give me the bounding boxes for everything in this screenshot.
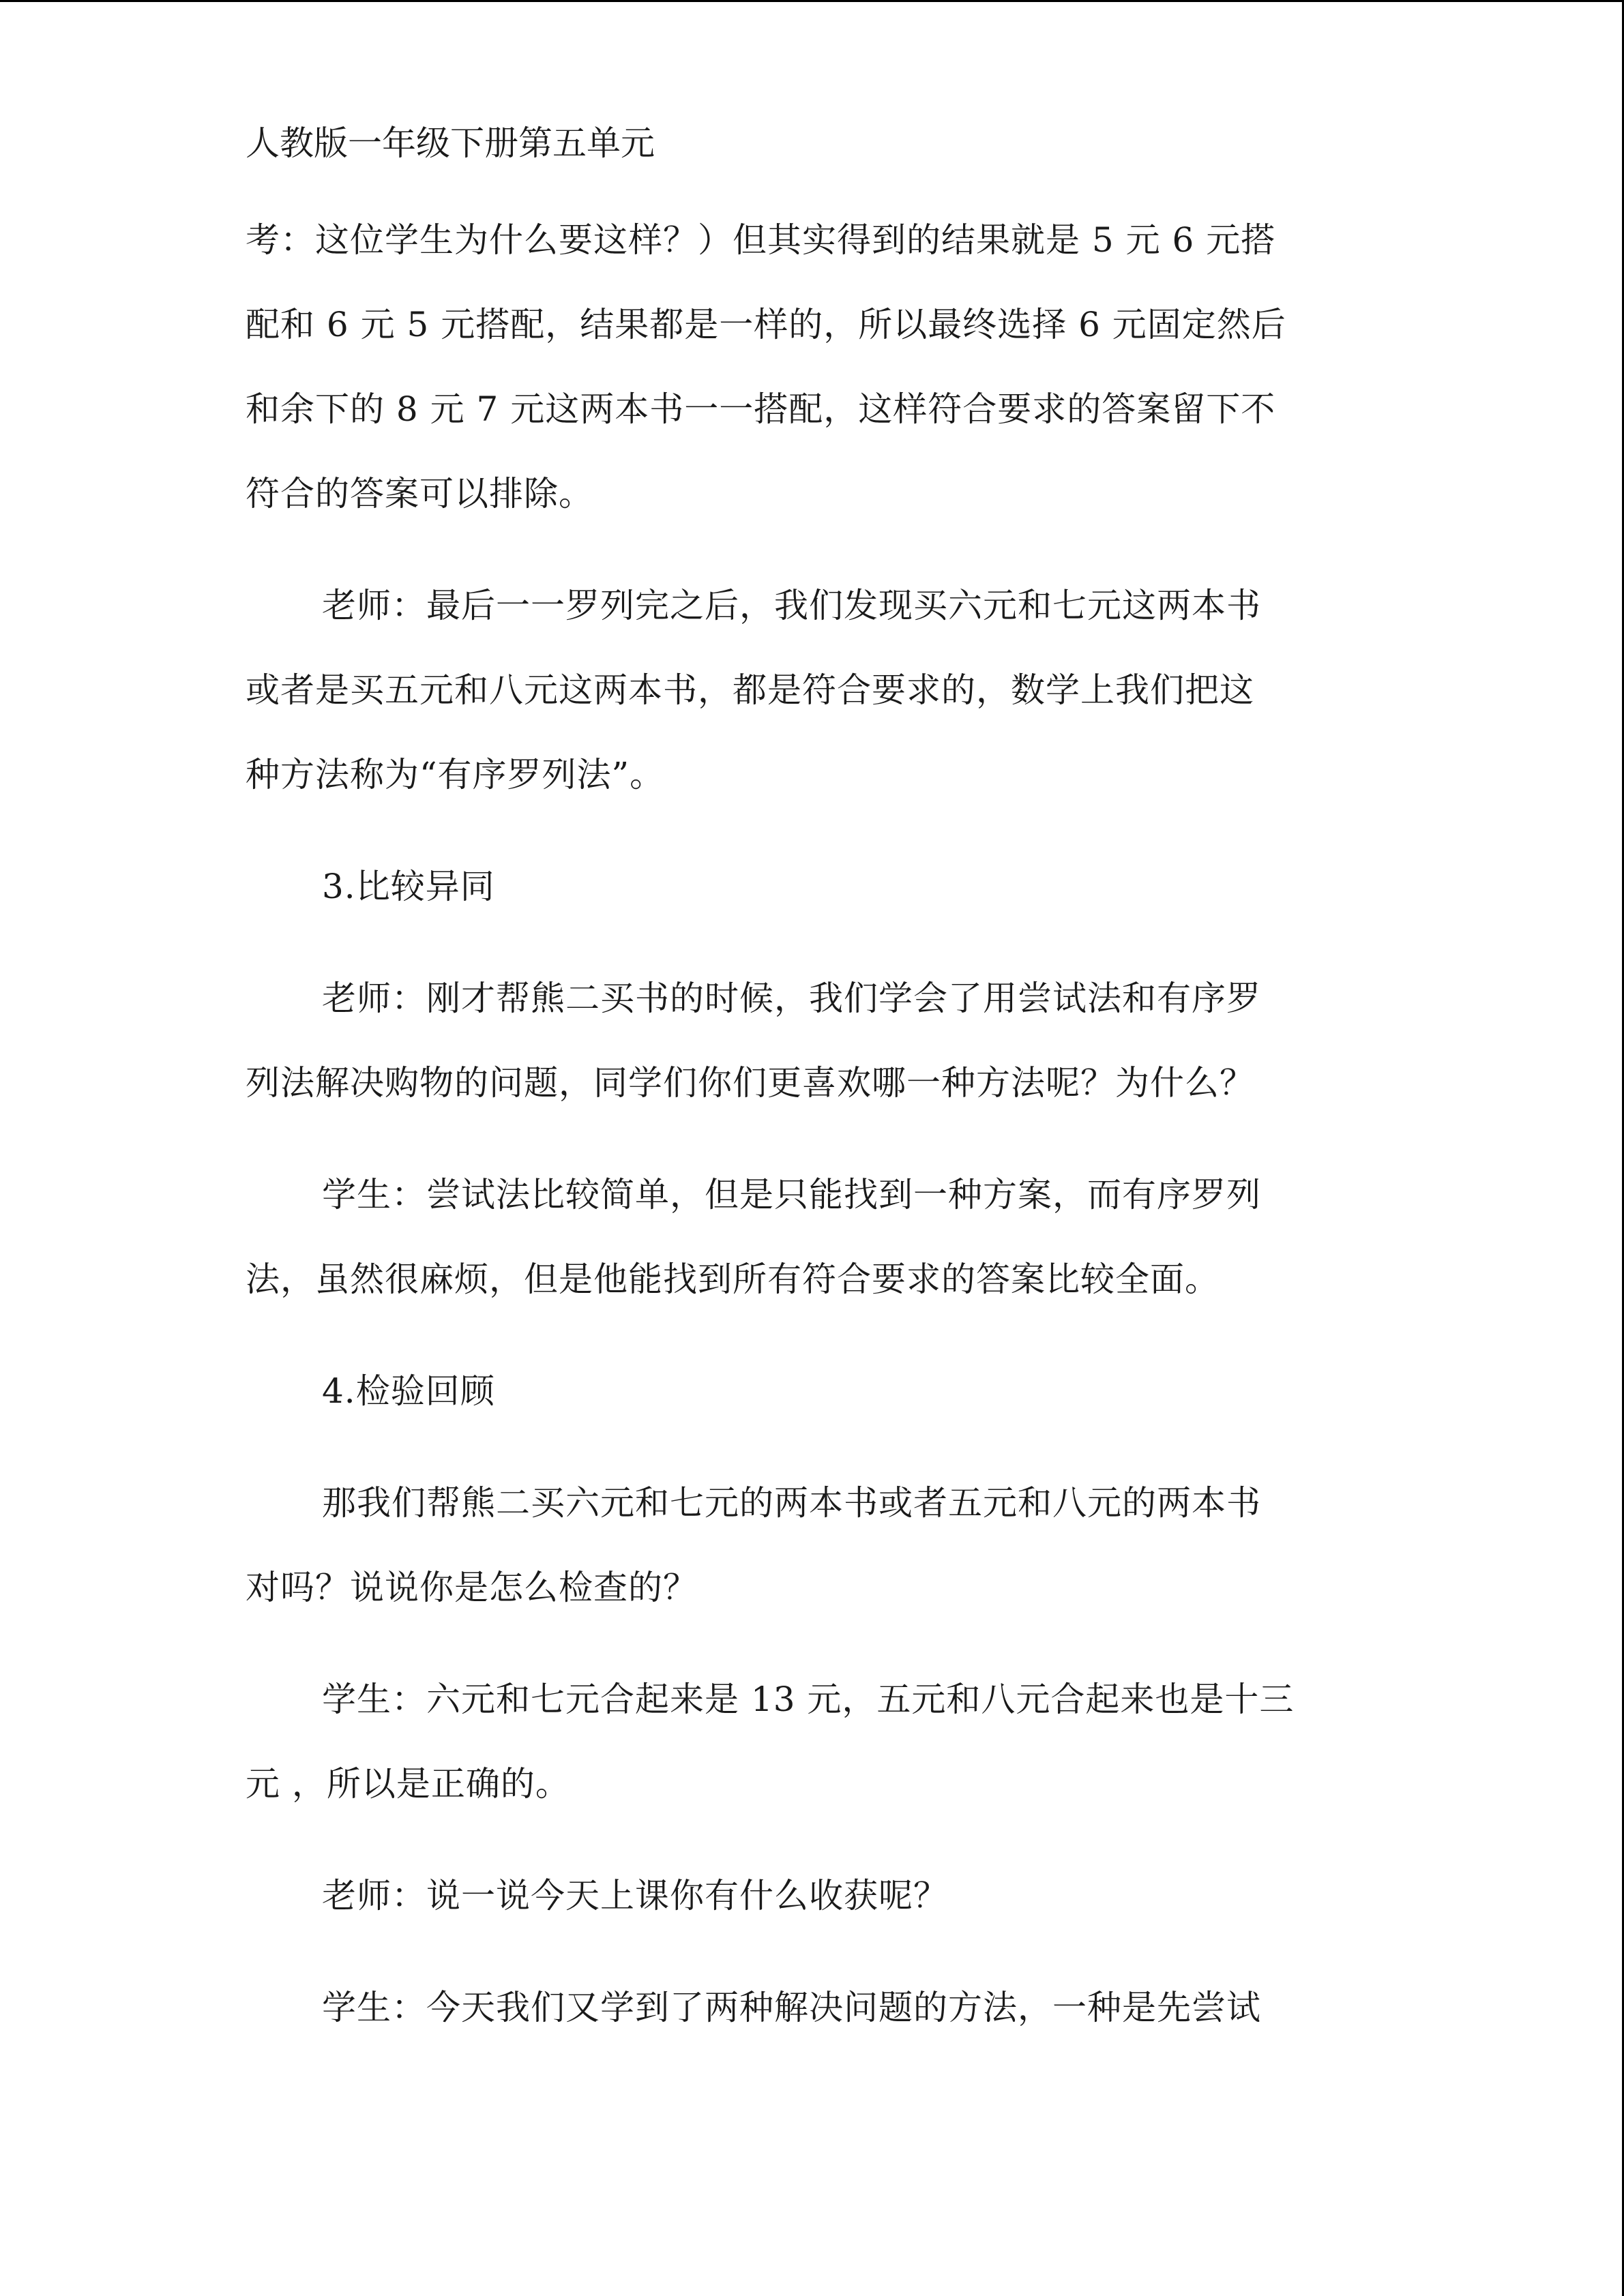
paragraph-first-line: 老师：刚才帮熊二买书的时候，我们学会了用尝试法和有序罗 [322,979,1261,1018]
paragraph-first-line: 学生：今天我们又学到了两种解决问题的方法，一种是先尝试 [322,1988,1261,2027]
page-border-top [0,0,1624,2]
body-line: 考：这位学生为什么要这样？）但其实得到的结果就是 5 元 6 元搭 [246,220,1276,260]
body-line: 列法解决购物的问题，同学们你们更喜欢哪一种方法呢？为什么？ [246,1063,1254,1103]
body-line: 和余下的 8 元 7 元这两本书一一搭配，这样符合要求的答案留下不 [246,389,1276,429]
paragraph-first-line: 学生：六元和七元合起来是 13 元，五元和八元合起来也是十三 [322,1680,1295,1719]
body-line: 或者是买五元和八元这两本书，都是符合要求的，数学上我们把这 [246,670,1254,710]
section-heading: 3.比较异同 [322,867,495,906]
body-line: 元 ，所以是正确的。 [246,1764,570,1804]
body-line: 对吗？说说你是怎么检查的？ [246,1568,698,1607]
body-line: 符合的答案可以排除。 [246,474,593,513]
paragraph-first-line: 那我们帮熊二买六元和七元的两本书或者五元和八元的两本书 [322,1483,1261,1523]
paragraph-first-line: 老师：最后一一罗列完之后，我们发现买六元和七元这两本书 [322,586,1261,625]
page-header-title: 人教版一年级下册第五单元 [246,123,655,163]
body-line: 配和 6 元 5 元搭配，结果都是一样的，所以最终选择 6 元固定然后 [246,305,1286,344]
paragraph-first-line: 老师：说一说今天上课你有什么收获呢？ [322,1876,948,1915]
section-heading: 4.检验回顾 [322,1371,495,1411]
paragraph-first-line: 学生：尝试法比较简单，但是只能找到一种方案，而有序罗列 [322,1175,1261,1214]
body-line: 种方法称为“有序罗列法”。 [246,755,665,794]
body-line: 法，虽然很麻烦，但是他能找到所有符合要求的答案比较全面。 [246,1259,1220,1299]
